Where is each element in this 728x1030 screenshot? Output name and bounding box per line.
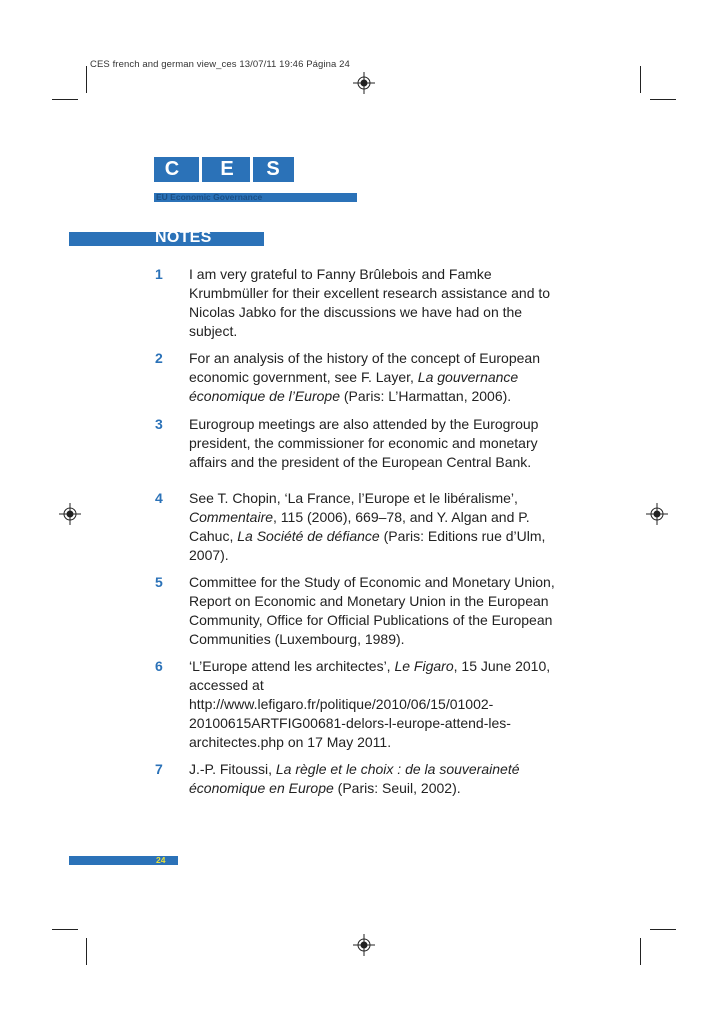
note-italic-run: Le Figaro bbox=[394, 658, 454, 674]
note-run: See T. Chopin, ‘La France, l’Europe et le libéralisme’, bbox=[189, 490, 518, 506]
note-italic-run: La gouvernance économique de l’Europe bbox=[189, 369, 519, 404]
note-run: , 115 (2006), 669–78, and Y. Algan and P. Cahuc, bbox=[189, 509, 530, 544]
registration-mark-icon bbox=[353, 72, 375, 94]
note-run: For an analysis of the history of the concept of European economic government, see F. Layer, bbox=[189, 350, 540, 385]
note-number: 1 bbox=[155, 266, 163, 282]
note-text bbox=[189, 349, 557, 406]
note-run: I am very grateful to Fanny Brûlebois and Famke Krumbmüller for their excellent research assistance and to Nicolas Jabko for the discussions we have had on the subject. bbox=[189, 266, 551, 339]
note-number: 5 bbox=[155, 574, 163, 590]
printer-slug: CES french and german view_ces 13/07/11 19:46 Página 24 bbox=[90, 59, 350, 70]
logo-letter-s: S bbox=[266, 158, 280, 180]
note-text bbox=[189, 265, 557, 341]
note-text bbox=[189, 489, 557, 565]
note-number: 7 bbox=[155, 761, 163, 777]
note-text bbox=[189, 573, 557, 649]
crop-mark bbox=[640, 66, 641, 93]
note-run: (Paris: Seuil, 2002). bbox=[333, 780, 461, 796]
logo-separator bbox=[250, 157, 253, 182]
note-run: , 15 June 2010, accessed at http://www.lefigaro.fr/politique/2010/06/15/01002-20100615ARTFIG00681-delors-l-europe-attend-les-architectes.php on 17 May 2011. bbox=[189, 658, 551, 750]
crop-mark bbox=[650, 99, 676, 100]
registration-mark-icon bbox=[59, 503, 81, 525]
logo-letter-c: C bbox=[164, 158, 180, 180]
note-text bbox=[189, 760, 557, 798]
note-italic-run: La Société de défiance bbox=[237, 528, 380, 544]
note-run: Committee for the Study of Economic and Monetary Union, Report on Economic and Monetary Union in the European Community, Office for Official Publications of the European Communities (Luxembourg, 1989). bbox=[189, 574, 555, 647]
note-text bbox=[189, 415, 557, 472]
logo-subtitle: EU Economic Governance bbox=[156, 192, 263, 202]
note-number: 2 bbox=[155, 350, 163, 366]
note-run: Eurogroup meetings are also attended by the Eurogroup president, the commissioner for economic and monetary affairs and the president of the European Central Bank. bbox=[189, 416, 539, 470]
note-italic-run: Commentaire bbox=[189, 509, 274, 525]
registration-mark-icon bbox=[353, 934, 375, 956]
registration-mark-icon bbox=[646, 503, 668, 525]
crop-mark bbox=[52, 99, 78, 100]
note-number: 3 bbox=[155, 416, 163, 432]
note-run: J.-P. Fitoussi, bbox=[189, 761, 276, 777]
crop-mark bbox=[86, 938, 87, 965]
logo-separator bbox=[199, 157, 202, 182]
crop-mark bbox=[640, 938, 641, 965]
logo-letter-e: E bbox=[220, 158, 234, 180]
crop-mark bbox=[86, 66, 87, 93]
crop-mark bbox=[650, 929, 676, 930]
note-run: (Paris: L’Harmattan, 2006). bbox=[340, 388, 512, 404]
note-number: 4 bbox=[155, 490, 163, 506]
note-italic-run: La règle et le choix : de la souveraineté économique en Europe bbox=[189, 761, 520, 796]
section-title: NOTES bbox=[155, 229, 212, 246]
note-run: (Paris: Editions rue d’Ulm, 2007). bbox=[189, 528, 546, 563]
note-run: ‘L’Europe attend les architectes’, bbox=[189, 658, 395, 674]
note-number: 6 bbox=[155, 658, 163, 674]
note-text bbox=[189, 657, 557, 752]
crop-mark bbox=[52, 929, 78, 930]
page-number: 24 bbox=[156, 855, 166, 865]
